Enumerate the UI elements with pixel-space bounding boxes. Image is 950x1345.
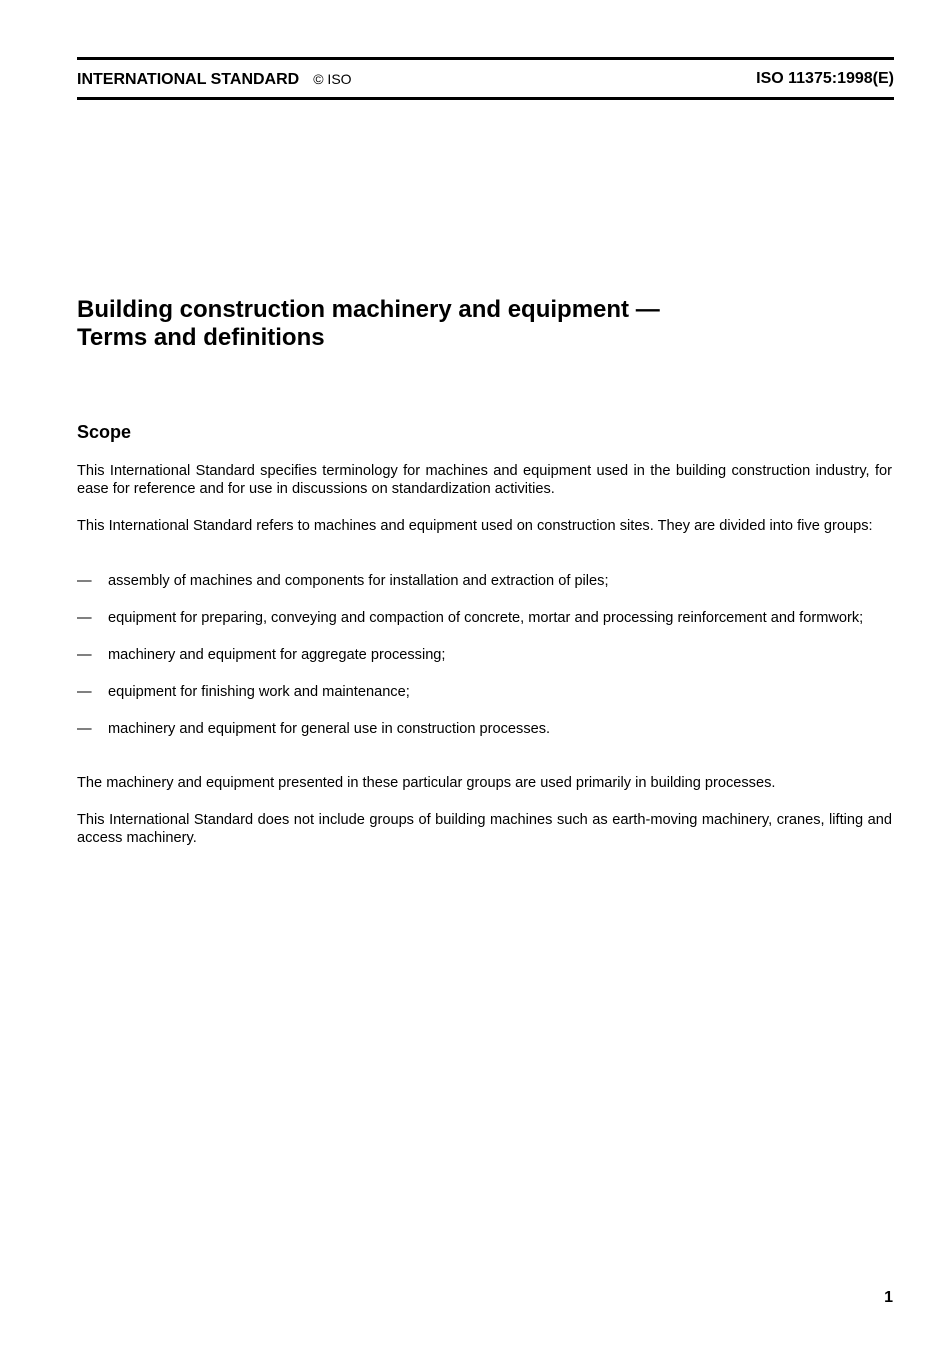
header-bottom-rule — [77, 97, 894, 100]
dash-bullet: — — [77, 573, 92, 589]
scope-paragraph-4: This International Standard does not include groups of building machines such as earth-moving machinery, cranes, lifting and access machinery. — [77, 812, 892, 846]
list-item — [77, 683, 892, 701]
scope-heading: Scope — [77, 422, 132, 442]
standard-label: INTERNATIONAL STANDARD — [77, 71, 300, 88]
dash-bullet: — — [77, 684, 92, 700]
page-header — [77, 69, 894, 89]
machine-groups-list — [77, 572, 892, 738]
title-line-1: Building construction machinery and equipment — — [77, 296, 660, 323]
copyright-notice: © ISO — [313, 71, 352, 87]
header-left — [77, 69, 352, 90]
scope-paragraph-1: This International Standard specifies terminology for machines and equipment used in the building construction industry, for ease for reference and for use in discussions on standardization activities. — [77, 463, 892, 497]
list-item-text: equipment for preparing, conveying and compaction of concrete, mortar and processing reinforcement and formwork; — [108, 610, 864, 626]
dash-bullet: — — [77, 721, 92, 737]
list-item-text: machinery and equipment for aggregate processing; — [108, 647, 446, 663]
document-title — [77, 296, 894, 352]
scope-paragraph-3: The machinery and equipment presented in these particular groups are used primarily in building processes. — [77, 775, 776, 791]
list-item — [77, 720, 892, 738]
list-item-text: equipment for finishing work and maintenance; — [108, 684, 410, 700]
list-item-text: assembly of machines and components for installation and extraction of piles; — [108, 573, 609, 589]
list-item — [77, 609, 892, 627]
dash-bullet: — — [77, 647, 92, 663]
document-number: ISO 11375:1998(E) — [756, 70, 894, 87]
header-top-rule — [77, 57, 894, 60]
list-item — [77, 646, 892, 664]
list-item — [77, 572, 892, 590]
title-line-2: Terms and definitions — [77, 324, 325, 351]
page-number: 1 — [884, 1289, 893, 1306]
dash-bullet: — — [77, 610, 92, 626]
scope-paragraph-2: This International Standard refers to machines and equipment used on construction sites. They are divided into five groups: — [77, 518, 873, 534]
list-item-text: machinery and equipment for general use in construction processes. — [108, 721, 551, 737]
